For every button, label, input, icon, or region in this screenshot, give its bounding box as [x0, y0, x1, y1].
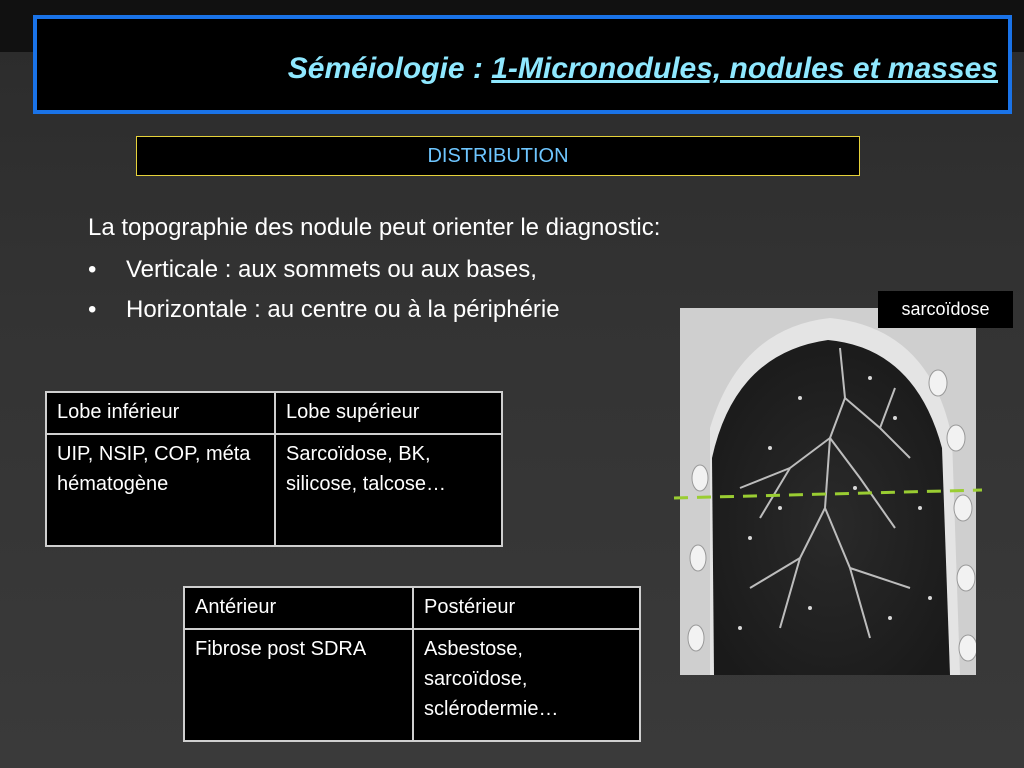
section-box: [136, 136, 860, 176]
title-box: [33, 15, 1012, 114]
header-cell: Postérieur: [413, 587, 640, 629]
table-vertical: [45, 391, 503, 547]
bullet-vertical: [88, 256, 537, 284]
title-prefix: Séméiologie :: [287, 52, 492, 85]
table-header-row: [184, 587, 640, 629]
table-row: [46, 434, 502, 546]
bullet-marker: •: [88, 256, 97, 283]
intro-text: La topographie des nodule peut orienter le diagnostic:: [88, 214, 661, 241]
table-cell: Asbestose, sarcoïdose, sclérodermie…: [413, 629, 640, 741]
section-label: DISTRIBUTION: [427, 144, 569, 167]
image-caption-text: sarcoïdose: [901, 299, 990, 319]
bullet-text: Horizontale : au centre ou à la périphérie: [126, 296, 560, 323]
header-cell: Lobe inférieur: [46, 392, 275, 434]
table-cell: Fibrose post SDRA: [184, 629, 413, 741]
table-header-row: [46, 392, 502, 434]
level-dashed-line: [670, 484, 990, 508]
slide-title: [288, 52, 998, 86]
image-caption-label: [878, 291, 1013, 328]
table-horizontal: [183, 586, 641, 742]
table-row: [184, 629, 640, 741]
bullet-marker: •: [88, 296, 97, 323]
header-cell: Antérieur: [184, 587, 413, 629]
header-cell: Lobe supérieur: [275, 392, 502, 434]
bullet-horizontal: [88, 296, 560, 324]
table-cell: UIP, NSIP, COP, méta hématogène: [46, 434, 275, 546]
bullet-text: Verticale : aux sommets ou aux bases,: [126, 256, 537, 283]
table-cell: Sarcoïdose, BK, silicose, talcose…: [275, 434, 502, 546]
title-underlined: 1-Micronodules, nodules et masses: [491, 52, 998, 85]
